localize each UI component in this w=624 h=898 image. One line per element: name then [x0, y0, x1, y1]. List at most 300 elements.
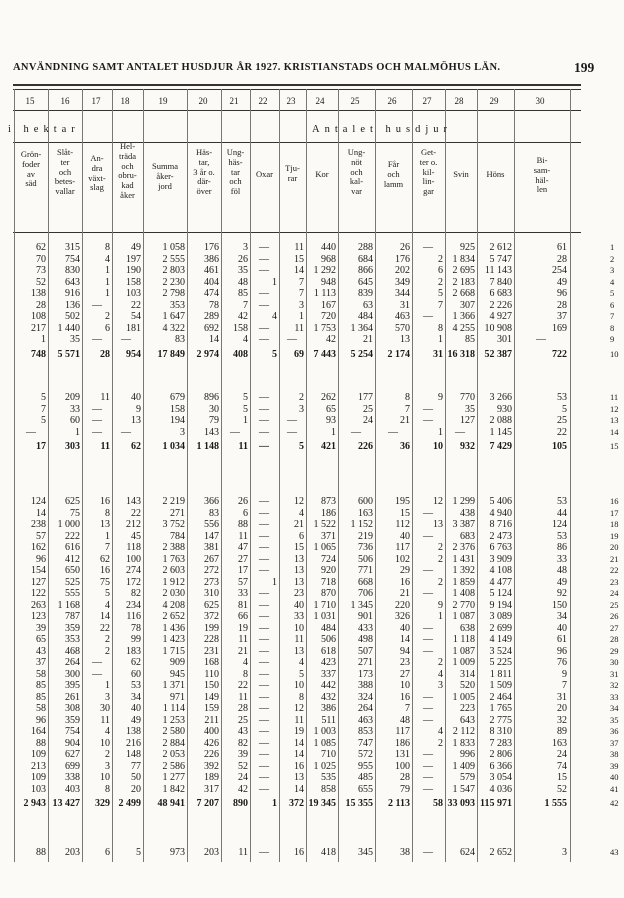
table-cell: 16	[400, 691, 410, 703]
table-cell: 13	[294, 772, 304, 783]
table-cell: 203	[65, 847, 80, 858]
table-cell: 1 408	[452, 588, 475, 599]
table-cell: 3 387	[452, 519, 475, 530]
table-cell: 655	[358, 783, 373, 795]
table-cell: 13	[100, 519, 110, 530]
table-cell: 484	[358, 311, 373, 322]
table-cell: 404	[204, 276, 219, 288]
table-cell: 96	[36, 553, 46, 565]
table-cell: 65	[326, 403, 336, 415]
table-cell: 511	[321, 714, 336, 726]
table-cell: —	[259, 242, 269, 253]
table-cell: 300	[65, 668, 80, 680]
table-cell: 474	[204, 288, 219, 299]
table-cell: 3	[438, 680, 443, 691]
table-cell: 30	[100, 703, 110, 714]
column-divider	[48, 89, 49, 862]
table-cell: 392	[204, 760, 219, 772]
table-cell: 2	[438, 542, 443, 553]
table-cell: 15	[400, 507, 410, 519]
table-cell: 535	[321, 772, 336, 783]
column-divider	[375, 89, 376, 862]
table-cell: —	[259, 691, 269, 703]
table-cell: 23	[400, 657, 410, 668]
table-cell: —	[92, 334, 102, 345]
table-cell: 25	[238, 714, 248, 726]
table-cell: 61	[557, 634, 567, 645]
table-cell: 679	[170, 392, 185, 403]
table-cell: 17	[238, 565, 248, 576]
table-cell: 344	[395, 288, 410, 299]
table-cell: 52	[557, 783, 567, 795]
table-cell: 386	[204, 253, 219, 265]
table-cell: 1	[105, 265, 110, 276]
table-cell: 4	[299, 657, 304, 668]
table-cell: 1 715	[162, 645, 185, 657]
table-cell: 359	[65, 714, 80, 726]
table-cell: 718	[321, 576, 336, 588]
table-cell: 1 522	[313, 519, 336, 530]
table-cell: 8	[105, 783, 110, 795]
table-cell: 173	[358, 668, 373, 680]
table-cell: 1 299	[452, 496, 475, 507]
table-cell: 853	[358, 726, 373, 737]
table-cell: 1 859	[452, 576, 475, 588]
column-header: Summa åker- jord	[152, 161, 178, 191]
table-cell: 16	[294, 760, 304, 772]
table-cell: 21	[238, 645, 248, 657]
table-cell: 264	[65, 657, 80, 668]
table-cell: —	[259, 253, 269, 265]
table-cell: 1 833	[452, 737, 475, 749]
column-number: 18	[120, 96, 130, 106]
row-number: 5	[610, 288, 615, 298]
total-cell: 1 148	[196, 441, 219, 452]
table-cell: 48	[557, 565, 567, 576]
table-cell: 896	[204, 392, 219, 403]
table-cell: 909	[170, 657, 185, 668]
table-cell: 261	[65, 691, 80, 703]
table-cell: 1 392	[452, 565, 475, 576]
table-cell: 7	[41, 403, 46, 415]
table-cell: 2 586	[162, 760, 185, 772]
table-cell: 117	[395, 726, 410, 737]
table-cell: 8	[105, 507, 110, 519]
total-cell: 2 113	[388, 798, 410, 809]
table-cell: 5	[562, 403, 567, 415]
table-cell: 754	[65, 726, 80, 737]
row-number: 35	[610, 714, 619, 725]
table-cell: 866	[358, 265, 373, 276]
table-cell: 35	[465, 403, 475, 415]
table-cell: 40	[294, 599, 304, 611]
column-number: 19	[158, 96, 168, 106]
table-cell: 75	[100, 576, 110, 588]
table-cell: 2 030	[162, 588, 185, 599]
table-cell: 2 803	[162, 265, 185, 276]
table-cell: —	[259, 714, 269, 726]
table-cell: 5 406	[489, 496, 512, 507]
table-cell: 40	[131, 703, 141, 714]
table-cell: 1	[243, 415, 248, 426]
table-cell: 5	[299, 668, 304, 680]
table-cell: 99	[131, 634, 141, 645]
table-cell: 85	[465, 334, 475, 345]
row-number: 14	[610, 426, 619, 437]
table-cell: 9 194	[489, 599, 512, 611]
column-number: 20	[198, 96, 208, 106]
column-header: Ung- häs- tar och föl	[226, 147, 245, 197]
table-cell: 33	[70, 403, 80, 415]
table-cell: —	[259, 507, 269, 519]
table-cell: 395	[65, 680, 80, 691]
table-cell: —	[92, 403, 102, 415]
table-cell: 163	[358, 507, 373, 519]
column-divider	[477, 89, 478, 862]
table-cell: 2 775	[489, 714, 512, 726]
table-cell: 100	[126, 553, 141, 565]
table-cell: 8	[105, 242, 110, 253]
table-cell: 600	[358, 496, 373, 507]
table-cell: 11	[100, 714, 110, 726]
column-divider	[14, 89, 15, 862]
table-cell: 35	[238, 265, 248, 276]
table-cell: 65	[36, 634, 46, 645]
table-cell: 79	[209, 415, 219, 426]
table-cell: 226	[204, 749, 219, 760]
table-cell: 1 753	[313, 322, 336, 334]
total-cell: 52 387	[484, 348, 512, 360]
table-cell: 116	[126, 611, 141, 622]
table-cell: 3 266	[489, 392, 512, 403]
table-cell: 79	[400, 783, 410, 795]
table-cell: —	[230, 426, 240, 438]
table-cell: 4 477	[489, 576, 512, 588]
column-divider	[306, 89, 307, 862]
row-number: 13	[610, 415, 619, 425]
table-cell: 4 108	[489, 565, 512, 576]
table-cell: —	[423, 703, 433, 714]
table-cell: 2 555	[162, 253, 185, 265]
table-cell: 75	[70, 507, 80, 519]
table-cell: 88	[238, 519, 248, 530]
table-cell: 11	[294, 714, 304, 726]
table-cell: 2 388	[162, 542, 185, 553]
table-cell: 48	[238, 276, 248, 288]
table-cell: 7	[405, 403, 410, 415]
table-cell: 1 118	[452, 634, 475, 645]
total-cell: 1 555	[544, 798, 567, 809]
table-cell: —	[259, 322, 269, 334]
table-cell: —	[423, 565, 433, 576]
table-cell: 54	[131, 311, 141, 322]
total-cell: 5 571	[57, 348, 80, 360]
table-cell: —	[259, 415, 269, 426]
table-cell: 4 322	[162, 322, 185, 334]
table-cell: 14	[400, 634, 410, 645]
table-cell: 4	[105, 253, 110, 265]
table-cell: —	[423, 691, 433, 703]
table-cell: 289	[204, 311, 219, 322]
table-cell: 7	[438, 299, 443, 311]
table-cell: —	[287, 415, 297, 426]
table-cell: 968	[321, 253, 336, 265]
rule-header	[13, 232, 581, 233]
total-cell: 11	[238, 441, 248, 452]
table-cell: 22	[100, 622, 110, 634]
total-cell: 36	[400, 441, 410, 452]
table-cell: 138	[31, 288, 46, 299]
table-cell: 122	[31, 588, 46, 599]
table-cell: 57	[238, 576, 248, 588]
table-cell: 326	[395, 611, 410, 622]
table-cell: 3	[299, 403, 304, 415]
column-header: Bi- sam- häl- len	[533, 155, 551, 195]
table-cell: 432	[321, 691, 336, 703]
table-cell: 461	[204, 265, 219, 276]
table-cell: —	[259, 847, 269, 858]
table-cell: 108	[31, 311, 46, 322]
table-cell: 147	[204, 530, 219, 542]
column-number: 17	[91, 96, 101, 106]
table-cell: 42	[326, 334, 336, 345]
table-cell: 8 716	[489, 519, 512, 530]
table-cell: 163	[552, 737, 567, 749]
table-cell: —	[259, 392, 269, 403]
table-cell: —	[423, 714, 433, 726]
column-divider	[445, 89, 446, 862]
total-cell: 2 499	[118, 798, 141, 809]
table-cell: 254	[552, 265, 567, 276]
table-cell: 4 940	[489, 507, 512, 519]
column-number: 26	[387, 96, 397, 106]
table-cell: —	[259, 288, 269, 299]
table-cell: 11	[238, 634, 248, 645]
column-number: 21	[229, 96, 239, 106]
table-cell: 11	[100, 392, 110, 403]
total-cell: 5	[299, 441, 304, 452]
table-cell: 271	[170, 507, 185, 519]
table-cell: 223	[460, 703, 475, 714]
table-cell: 463	[395, 311, 410, 322]
table-cell: 14	[209, 334, 219, 345]
table-cell: —	[259, 530, 269, 542]
table-cell: 28	[557, 253, 567, 265]
column-header: An- dra växt- slag	[88, 153, 106, 193]
table-cell: —	[259, 703, 269, 714]
table-cell: 40	[400, 530, 410, 542]
table-cell: 62	[36, 242, 46, 253]
table-cell: 1 647	[162, 311, 185, 322]
table-cell: 4	[243, 657, 248, 668]
table-cell: 5	[438, 288, 443, 299]
table-cell: 5 225	[489, 657, 512, 668]
table-cell: 1 000	[57, 519, 80, 530]
table-cell: 40	[131, 392, 141, 403]
row-number: 16	[610, 496, 619, 506]
table-cell: 858	[321, 783, 336, 795]
row-number: 6	[610, 299, 615, 310]
table-cell: 189	[204, 772, 219, 783]
table-cell: 273	[204, 576, 219, 588]
table-cell: —	[259, 403, 269, 415]
table-cell: 770	[460, 392, 475, 403]
table-cell: 771	[358, 565, 373, 576]
table-cell: 167	[321, 299, 336, 311]
table-cell: 1	[438, 426, 443, 438]
table-cell: 13	[131, 415, 141, 426]
table-cell: 12	[433, 496, 443, 507]
table-cell: 1 253	[162, 714, 185, 726]
table-cell: —	[92, 426, 102, 438]
table-cell: 625	[204, 599, 219, 611]
column-divider	[143, 89, 144, 862]
column-divider	[514, 89, 515, 862]
table-cell: 307	[460, 299, 475, 311]
table-cell: 27	[400, 668, 410, 680]
table-cell: 50	[131, 772, 141, 783]
row-number: 33	[610, 691, 619, 702]
table-cell: 4	[272, 311, 277, 322]
table-cell: 747	[358, 737, 373, 749]
band-antalet-husdjur: Antalet husdjur	[312, 124, 453, 135]
table-cell: 1	[105, 530, 110, 542]
table-cell: 103	[126, 288, 141, 299]
table-cell: 4	[438, 726, 443, 737]
table-cell: 710	[321, 749, 336, 760]
table-cell: 66	[238, 611, 248, 622]
table-cell: 839	[358, 288, 373, 299]
table-cell: 131	[395, 749, 410, 760]
table-cell: 388	[358, 680, 373, 691]
table-cell: 8	[243, 668, 248, 680]
table-cell: 920	[321, 565, 336, 576]
table-cell: 117	[395, 542, 410, 553]
table-cell: 150	[552, 599, 567, 611]
table-cell: 186	[395, 737, 410, 749]
table-cell: 53	[557, 392, 567, 403]
table-cell: 52	[36, 276, 46, 288]
column-divider	[412, 89, 413, 862]
table-cell: 86	[557, 542, 567, 553]
table-cell: 22	[131, 299, 141, 311]
table-cell: 168	[204, 657, 219, 668]
table-cell: —	[259, 334, 269, 345]
table-cell: 202	[395, 265, 410, 276]
table-cell: 1 087	[452, 645, 475, 657]
column-divider	[279, 89, 280, 862]
table-cell: 24	[363, 415, 373, 426]
table-cell: 7	[562, 680, 567, 691]
table-cell: 4	[438, 668, 443, 680]
table-cell: 438	[460, 507, 475, 519]
table-cell: 948	[321, 276, 336, 288]
row-number: 9	[610, 334, 615, 344]
table-cell: 274	[126, 565, 141, 576]
table-cell: —	[259, 783, 269, 795]
total-cell: 48 941	[157, 798, 185, 809]
column-header: Tju- rar	[285, 163, 300, 183]
table-cell: 683	[460, 530, 475, 542]
row-number: 30	[610, 657, 619, 667]
table-cell: 21	[400, 588, 410, 599]
total-cell: 329	[95, 798, 110, 809]
table-cell: 3	[105, 760, 110, 772]
table-cell: 442	[321, 680, 336, 691]
table-cell: 3 752	[162, 519, 185, 530]
table-cell: 345	[358, 847, 373, 858]
table-cell: 158	[170, 403, 185, 415]
table-cell: 40	[557, 622, 567, 634]
table-cell: —	[536, 334, 546, 345]
table-cell: 10	[294, 680, 304, 691]
table-cell: 485	[358, 772, 373, 783]
table-cell: —	[423, 311, 433, 322]
table-cell: —	[423, 772, 433, 783]
table-cell: 2 652	[489, 847, 512, 858]
table-cell: 1 710	[313, 599, 336, 611]
table-cell: 16	[294, 847, 304, 858]
table-cell: 1 842	[162, 783, 185, 795]
table-cell: 556	[204, 519, 219, 530]
table-cell: 400	[204, 726, 219, 737]
column-divider	[250, 89, 251, 862]
row-number: 22	[610, 565, 619, 575]
table-cell: 40	[400, 622, 410, 634]
column-header: Slåt- ter och betes- vallar	[54, 147, 76, 197]
column-header: Hel- träda och obru- kad åker	[118, 141, 137, 200]
table-cell: 27	[238, 553, 248, 565]
table-cell: 234	[126, 599, 141, 611]
table-cell: 5	[41, 392, 46, 403]
table-cell: 412	[65, 553, 80, 565]
table-cell: 873	[321, 496, 336, 507]
row-number: 37	[610, 737, 619, 748]
table-cell: 2 112	[452, 726, 475, 737]
table-cell: 1 168	[57, 599, 80, 611]
table-cell: 971	[170, 691, 185, 703]
table-cell: 13	[294, 576, 304, 588]
table-cell: 2 230	[162, 276, 185, 288]
table-cell: 468	[65, 645, 80, 657]
table-cell: 10	[400, 680, 410, 691]
table-cell: 4 208	[162, 599, 185, 611]
table-cell: 506	[321, 634, 336, 645]
table-cell: 22	[131, 507, 141, 519]
table-cell: —	[259, 542, 269, 553]
table-cell: 262	[321, 392, 336, 403]
table-cell: 787	[65, 611, 80, 622]
table-cell: 11	[238, 691, 248, 703]
row-number: 11	[610, 392, 619, 402]
table-cell: 109	[31, 772, 46, 783]
total-cell: 722	[552, 348, 567, 360]
table-cell: 692	[204, 322, 219, 334]
table-cell: 11	[294, 322, 304, 334]
column-number: 16	[60, 96, 70, 106]
table-cell: 366	[204, 496, 219, 507]
table-cell: 177	[358, 392, 373, 403]
table-cell: 7	[105, 542, 110, 553]
table-cell: 2 695	[452, 265, 475, 276]
table-cell: 5	[243, 392, 248, 403]
table-cell: 158	[126, 276, 141, 288]
table-cell: 23	[294, 588, 304, 599]
table-cell: 20	[131, 783, 141, 795]
table-cell: 1 364	[350, 322, 373, 334]
table-cell: 699	[65, 760, 80, 772]
table-cell: 2 053	[162, 749, 185, 760]
